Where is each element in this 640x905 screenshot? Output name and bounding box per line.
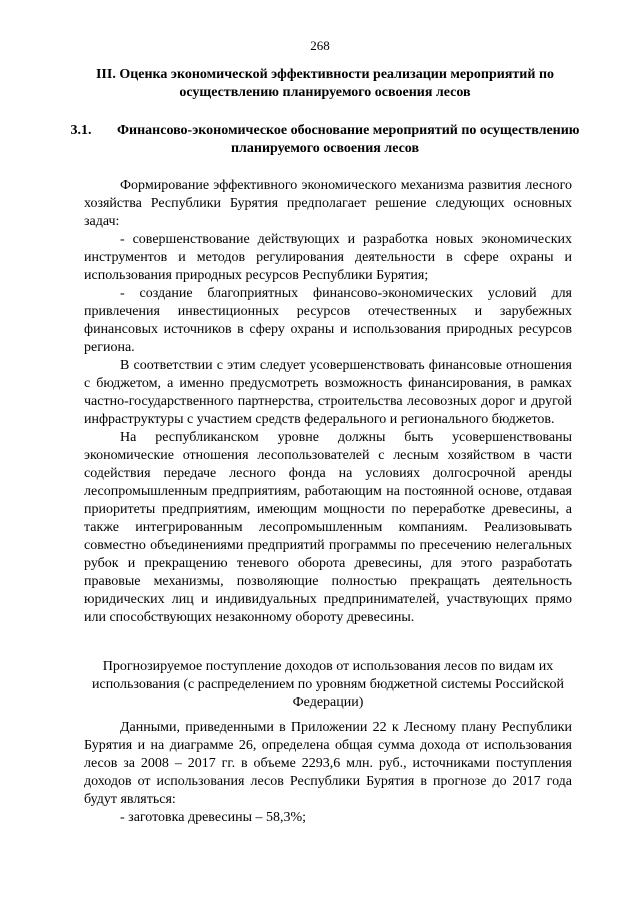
paragraph-bullet-1: - совершенствование действующих и разработка новых экономических инструментов и методов регулирования деятельности в сфере охраны и использования природных ресурсов Республики Бурятия;	[84, 232, 572, 283]
paragraph-forecast: Данными, приведенными в Приложении 22 к Лесному плану Республики Бурятия и на диаграмме 26, определена общая сумма дохода от использования лесов за 2008 – 2017 гг. в объеме 2293,6 млн. руб., источниками поступления доходов от использования лесов Республики Бурятия в прогнозе до 2017 года будут являться:	[84, 720, 572, 807]
section-title: Финансово-экономическое обоснование мероприятий по осуществлению планируемого освоения лесов	[117, 123, 580, 156]
section-heading	[70, 122, 580, 158]
paragraph-republic-level: На республиканском уровне должны быть усовершенствованы экономические отношения лесопользователей с лесным хозяйством в части содействия передаче лесного фонда на условиях долгосрочной аренды лесопромышленным предприятиям, работающим на постоянной основе, отдавая приоритеты предприятиям, имеющим мощности по переработке древесины, а также интегрированным лесопромышленным компаниям. Реализовывать совместно объединениями предприятий программы по пресечению нелегальных рубок и прекращению теневого оборота древесины, для этого разработать правовые механизмы, позволяющие полностью прекращать деятельность юридических лиц и индивидуальных предпринимателей, участвующих прямо или способствующих незаконному обороту древесины.	[84, 430, 572, 625]
paragraph-budget: В соответствии с этим следует усовершенствовать финансовые отношения с бюджетом, а именно предусмотреть возможность финансирования, в рамках частно-государственного партнерства, строительства лесовозных дорог и другой инфраструктуры с участием средств федерального и регионального бюджетов.	[84, 358, 572, 427]
paragraph-bullet-2: - создание благоприятных финансово-экономических условий для привлечения инвестиционных ресурсов отечественных и зарубежных финансовых источников в сферу охраны и использования природных ресурсов региона.	[84, 286, 572, 355]
forecast-section-title: Прогнозируемое поступление доходов от использования лесов по видам их использования (с распределением по уровням бюджетной системы Российской Федерации)	[91, 659, 565, 710]
body-text-main	[84, 177, 572, 627]
paragraph-intro: Формирование эффективного экономического механизма развития лесного хозяйства Республики Бурятия предполагает решение следующих основных задач:	[84, 178, 572, 229]
chapter-heading: III. Оценка экономической эффективности реализации мероприятий по осуществлению планируемого освоения лесов	[95, 67, 555, 100]
page-number: 268	[310, 38, 330, 53]
body-text-forecast	[84, 719, 572, 827]
section-number: 3.1.	[70, 123, 92, 138]
list-item: - заготовка древесины – 58,3%;	[120, 810, 307, 825]
